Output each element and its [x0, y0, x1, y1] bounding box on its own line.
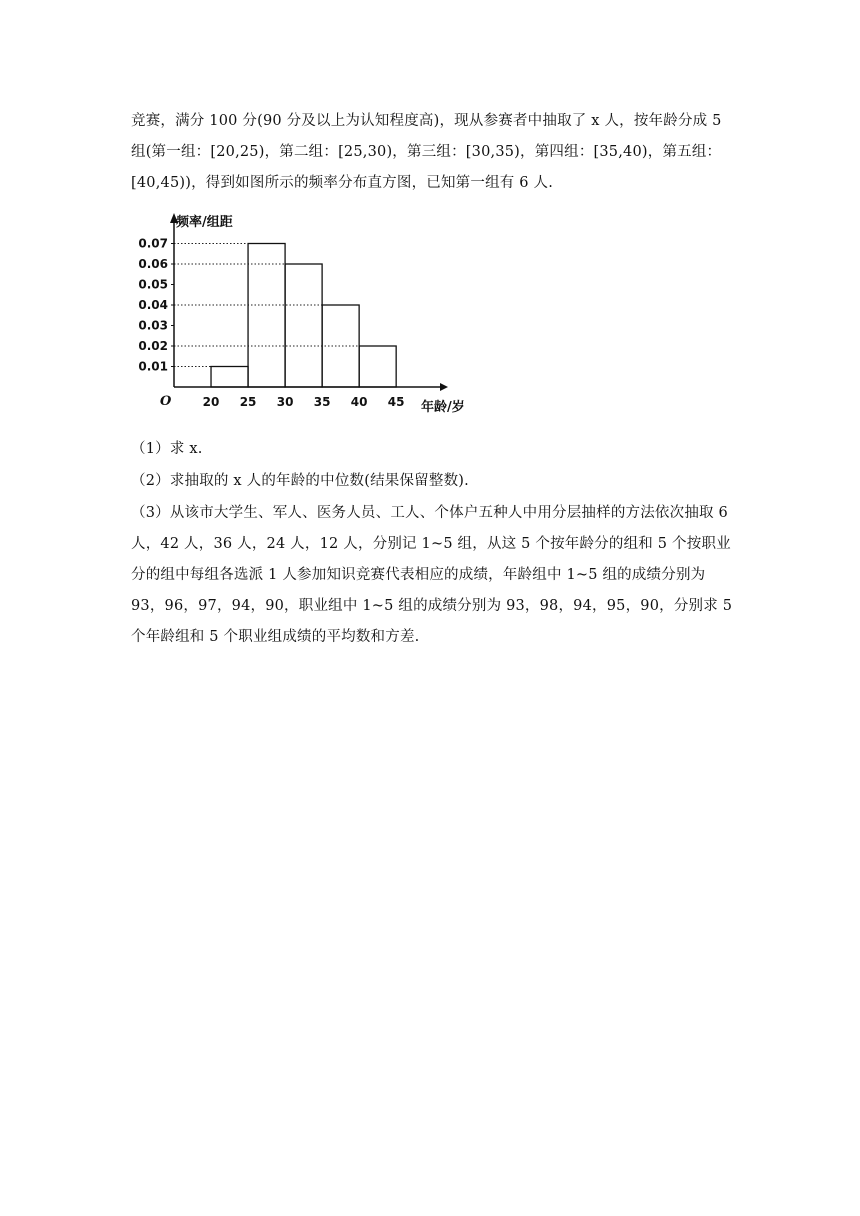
x-tick-label-4: 35: [313, 395, 331, 409]
question-2: （2）求抽取的 x 人的年龄的中位数(结果保留整数).: [131, 473, 469, 489]
x-tick-label-6: 45: [387, 395, 405, 409]
y-tick-label-4: 0.04: [138, 298, 168, 312]
y-tick-label-2: 0.02: [138, 339, 168, 353]
y-tick-label-3: 0.03: [138, 318, 168, 333]
x-tick-label-5: 40: [350, 395, 368, 409]
x-tick-label-2: 25: [239, 395, 257, 409]
y-tick-label-1: 0.01: [138, 359, 168, 374]
histogram-svg: [130, 205, 480, 435]
frequency-histogram: [130, 205, 480, 435]
histogram-bar-5: [359, 346, 396, 387]
x-axis-arrow-icon: [440, 383, 448, 391]
histogram-bar-3: [285, 264, 322, 387]
x-tick-label-3: 30: [276, 395, 294, 409]
y-tick-label-6: 0.06: [138, 257, 168, 271]
origin-label: O: [160, 394, 172, 409]
histogram-bar-2: [248, 244, 285, 388]
question-1: （1）求 x.: [131, 441, 203, 457]
y-axis-title: 频率/组距: [176, 215, 233, 230]
problem-intro: 竞赛，满分 100 分(90 分及以上为认知程度高)，现从参赛者中抽取了 x 人，按年龄分成 5 组(第一组：[20,25)，第二组：[25,30)，第三组：[30,35)，第四组：[35,40)，第五组：[40,45))，得到如图所示的频率分布直方图，已知第一组有 6 人.: [131, 113, 722, 191]
question-3: （3）从该市大学生、军人、医务人员、工人、个体户五种人中用分层抽样的方法依次抽取 6 人，42 人，36 人，24 人，12 人，分别记 1~5 组，从这 5 个按年龄分的组和 5 个按职业分的组中每组各选派 1 人参加知识竞赛代表相应的成绩，年龄组中 1~5 组的成绩分别为 93，96，97，94，90，职业组中 1~5 组的成绩分别为 93，98，94，95，90，分别求 5 个年龄组和 5 个职业组成绩的平均数和方差.: [131, 505, 733, 645]
y-tick-label-7: 0.07: [138, 236, 168, 251]
x-tick-label-1: 20: [202, 395, 220, 409]
x-axis-title: 年龄/岁: [421, 400, 465, 415]
y-tick-label-5: 0.05: [138, 277, 168, 292]
histogram-bar-1: [211, 367, 248, 388]
